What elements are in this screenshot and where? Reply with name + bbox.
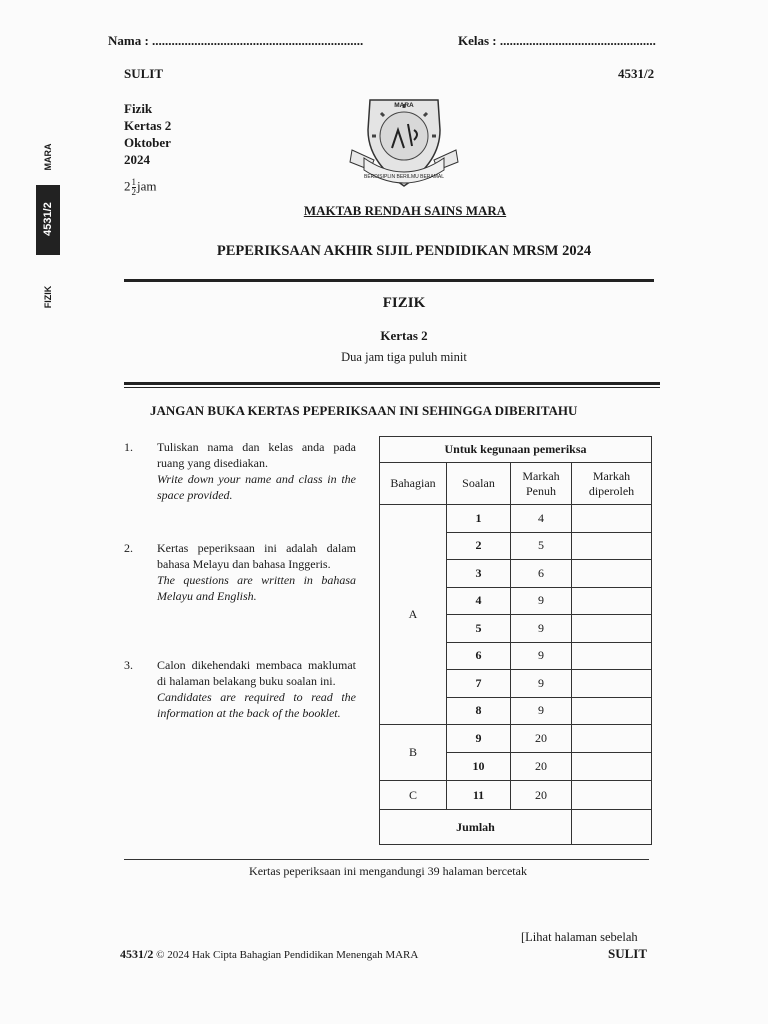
exam-month: Oktober [124,135,171,150]
examiner-table [379,436,652,845]
next-page-note: [Lihat halaman sebelah [521,930,638,944]
marks-obtained-cell [572,587,652,615]
marks-obtained-cell [572,615,652,643]
school-name [0,203,768,219]
marks-obtained-cell [572,753,652,781]
full-marks: 20 [511,753,572,781]
paper-subject: FIZIK [382,295,426,311]
instruction-text-en: The questions are written in bahasa Melayu and English. [157,573,356,603]
section-name: B [380,725,447,781]
name-field [108,33,363,49]
side-tab-box [36,185,60,255]
instruction-item [124,657,356,721]
instruction-text-ms: Tuliskan nama dan kelas anda pada ruang yang disediakan. [157,440,356,470]
copyright-text: © 2024 Hak Cipta Bahagian Pendidikan Menengah MARA [156,949,419,961]
paper-code: 4531/2 [618,66,655,81]
sulit-footer: SULIT [608,946,648,961]
fraction-numerator: 1 [131,177,136,187]
question-number: 1 [447,505,511,533]
full-marks: 6 [511,560,572,588]
section-name: C [380,781,447,810]
question-number: 8 [447,697,511,725]
instruction-text-en: Candidates are required to read the information at the back of the booklet. [157,690,356,720]
question-number: 10 [447,753,511,781]
subject-block [124,100,171,168]
total-label: Jumlah [380,810,572,845]
instruction-item [124,439,356,503]
total-marks-cell [572,810,652,845]
instruction-text-ms: Calon dikehendaki membaca maklumat di halaman belakang buku soalan ini. [157,658,356,688]
logo-top-text: MARA [394,102,414,109]
full-marks: 9 [511,697,572,725]
question-number: 9 [447,725,511,753]
marks-obtained-cell [572,642,652,670]
side-tab-code: 4531/2 [42,202,54,236]
instruction-item [124,540,356,604]
full-marks: 9 [511,587,572,615]
name-label: Nama : [108,33,149,48]
question-number: 7 [447,670,511,698]
mara-logo [348,90,460,198]
full-marks: 20 [511,781,572,810]
marks-obtained-cell [572,670,652,698]
question-number: 6 [447,642,511,670]
copyright-footer [120,947,418,962]
full-marks: 5 [511,532,572,560]
paper-name: Kertas 2 [124,118,172,133]
name-blank: ................................................................. [152,33,364,48]
subject-name: Fizik [124,101,153,116]
full-marks: 9 [511,615,572,643]
footer-code: 4531/2 [120,947,154,961]
exam-title: PEPERIKSAAN AKHIR SIJIL PENDIDIKAN MRSM 2024 [216,243,592,259]
duration [124,178,157,197]
duration-fraction [132,178,137,197]
instruction-text-ms: Kertas peperiksaan ini adalah dalam bahasa Melayu dan bahasa Inggeris. [157,541,356,571]
divider [124,387,660,388]
class-label: Kelas : [458,33,497,48]
marks-obtained-cell [572,781,652,810]
class-field [458,33,656,49]
table-header: Soalan [447,463,511,505]
duration-unit: jam [137,178,157,194]
instruction-number: 3. [124,658,133,672]
question-number: 3 [447,560,511,588]
marks-obtained-cell [572,697,652,725]
table-title: Untuk kegunaan pemeriksa [380,437,652,463]
class-blank: ................................................ [499,33,656,48]
question-number: 2 [447,532,511,560]
logo-banner: BERDISIPLIN BERILMU BERAMAL [363,174,445,180]
divider [124,382,660,385]
instruction-text-en: Write down your name and class in the space provided. [157,472,356,502]
instruction-number: 1. [124,440,133,454]
marks-obtained-cell [572,532,652,560]
section-name: A [380,505,447,725]
full-marks: 20 [511,725,572,753]
sulit-label: SULIT [124,66,164,81]
marks-obtained-cell [572,725,652,753]
table-header: Markah Penuh [511,463,572,505]
table-header: Markah diperoleh [572,463,652,505]
paper-number: Kertas 2 [380,328,428,343]
side-tab-top: MARA [43,143,53,171]
full-marks: 4 [511,505,572,533]
fraction-denominator: 2 [131,187,136,197]
side-tab-bottom: FIZIK [43,285,53,309]
exam-year: 2024 [124,152,150,167]
instruction-number: 2. [124,541,133,555]
full-marks: 9 [511,670,572,698]
page-count: Kertas peperiksaan ini mengandungi 39 halaman bercetak [249,864,527,878]
paper-duration: Dua jam tiga puluh minit [341,350,467,364]
marks-obtained-cell [572,505,652,533]
divider [124,279,654,282]
table-header: Bahagian [380,463,447,505]
question-number: 4 [447,587,511,615]
question-number: 11 [447,781,511,810]
marks-obtained-cell [572,560,652,588]
divider [124,859,649,860]
question-number: 5 [447,615,511,643]
side-tab [36,140,60,310]
full-marks: 9 [511,642,572,670]
duration-whole: 2 [124,178,131,194]
warning-text: JANGAN BUKA KERTAS PEPERIKSAAN INI SEHINGGA DIBERITAHU [150,403,578,418]
school-name-text: MAKTAB RENDAH SAINS MARA [303,203,507,218]
